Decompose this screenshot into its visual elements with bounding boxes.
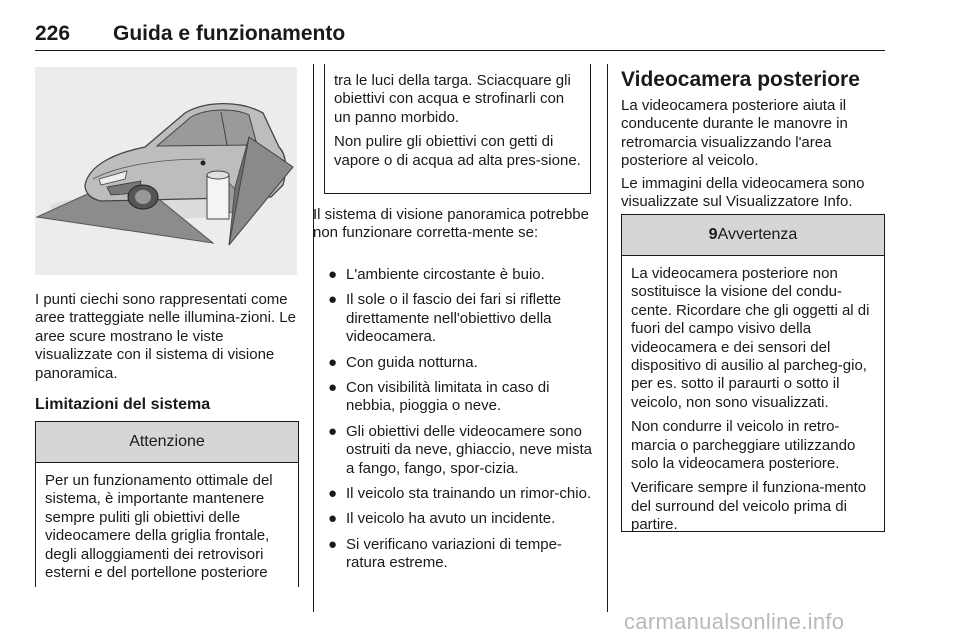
caution-continued-paragraph-2: Non pulire gli obiettivi con getti di vapore o di acqua ad alta pres-sione. bbox=[334, 133, 581, 169]
list-item-text: L'ambiente circostante è buio. bbox=[346, 266, 545, 283]
list-item bbox=[324, 485, 592, 503]
caution-title: Attenzione bbox=[36, 422, 298, 463]
system-intro-paragraph: Il sistema di visione panoramica potrebbe non funzionare corretta-mente se: bbox=[313, 206, 589, 242]
rear-camera-paragraph-2: Le immagini della videocamera sono visualizzate sul Visualizzatore Info. bbox=[621, 175, 865, 211]
list-item-text: Gli obiettivi delle videocamere sono ostruiti da neve, ghiaccio, neve mista a fango, fango, spor-cizia. bbox=[346, 422, 592, 477]
warning-paragraph-2: Non condurre il veicolo in retro-marcia o parcheggiare utilizzando solo la videocamera posteriore. bbox=[631, 418, 856, 473]
warning-title: Avvertenza bbox=[717, 226, 798, 243]
bullet-icon: ● bbox=[328, 535, 338, 553]
header-rule bbox=[35, 50, 885, 51]
list-item bbox=[324, 510, 592, 528]
caution-box-continued bbox=[324, 64, 591, 194]
list-item bbox=[324, 379, 592, 416]
column-divider-left bbox=[313, 64, 314, 612]
list-item-text: Con guida notturna. bbox=[346, 353, 478, 371]
figure-caption: I punti ciechi sono rappresentati come aree tratteggiate nelle illumina-zioni. Le aree scure mostrano le viste visualizzate con il sistema di visione panoramica. bbox=[35, 291, 296, 382]
rear-camera-paragraph-1: La videocamera posteriore aiuta il conducente durante le manovre in retromarcia visualizzando l'area posteriore al veicolo. bbox=[621, 97, 848, 170]
list-item bbox=[324, 354, 592, 372]
list-item-text: Il veicolo ha avuto un incidente. bbox=[346, 510, 556, 528]
list-item-text: Con visibilità limitata in caso di nebbia, pioggia o neve. bbox=[346, 379, 550, 415]
bullet-icon: ● bbox=[328, 291, 338, 309]
page-number: 226 bbox=[35, 22, 71, 45]
section-heading-system-limitations: Limitazioni del sistema bbox=[35, 396, 211, 413]
bullet-icon: ● bbox=[328, 510, 338, 528]
car-illustration bbox=[35, 67, 297, 275]
list-item-text: Il sole o il fascio dei fari si riflette direttamente nell'obiettivo della videocamera. bbox=[346, 291, 562, 346]
column-divider-right bbox=[607, 64, 608, 612]
list-item bbox=[324, 266, 592, 284]
list-item bbox=[324, 536, 592, 573]
caution-box bbox=[35, 421, 299, 587]
warning-paragraph-3: Verificare sempre il funziona-mento del surround del veicolo prima di partire. bbox=[631, 479, 867, 534]
bullet-icon: ● bbox=[328, 379, 338, 397]
limitations-list bbox=[324, 266, 592, 580]
bullet-icon: ● bbox=[328, 485, 338, 503]
warning-paragraph-1: La videocamera posteriore non sostituisce la visione del condu-cente. Ricordare che gli oggetti al di fuori del campo visivo della videocamera e dei sensori del dispositivo di ausilio al parcheg-gio, per es. sotto il paraurti o sotto il veicolo, non sono visualizzati. bbox=[631, 265, 870, 411]
warning-header bbox=[622, 215, 884, 256]
warning-box bbox=[621, 214, 885, 532]
list-item-text: Il veicolo sta trainando un rimor-chio. bbox=[346, 485, 592, 503]
bullet-icon: ● bbox=[328, 422, 338, 440]
bullet-icon: ● bbox=[328, 266, 338, 283]
section-title-rear-camera: Videocamera posteriore bbox=[621, 68, 860, 91]
watermark: carmanualsonline.info bbox=[624, 609, 845, 634]
caution-text: Per un funzionamento ottimale del sistema, è importante mantenere sempre puliti gli obiettivi delle videocamere della griglia frontale, degli alloggiamenti dei retrovisori esterni e del portellone posteriore bbox=[45, 472, 273, 582]
list-item bbox=[324, 291, 592, 346]
page-header-title: Guida e funzionamento bbox=[113, 22, 346, 45]
car-blind-spot-drawing bbox=[35, 67, 297, 275]
list-item-text: Si verificano variazioni di tempe-ratura estreme. bbox=[346, 535, 562, 572]
warning-triangle-icon: 9 bbox=[708, 226, 718, 243]
bullet-icon: ● bbox=[328, 353, 338, 371]
list-item bbox=[324, 423, 592, 478]
caution-continued-paragraph-1: tra le luci della targa. Sciacquare gli obiettivi con acqua e strofinarli con un panno morbido. bbox=[334, 72, 571, 126]
